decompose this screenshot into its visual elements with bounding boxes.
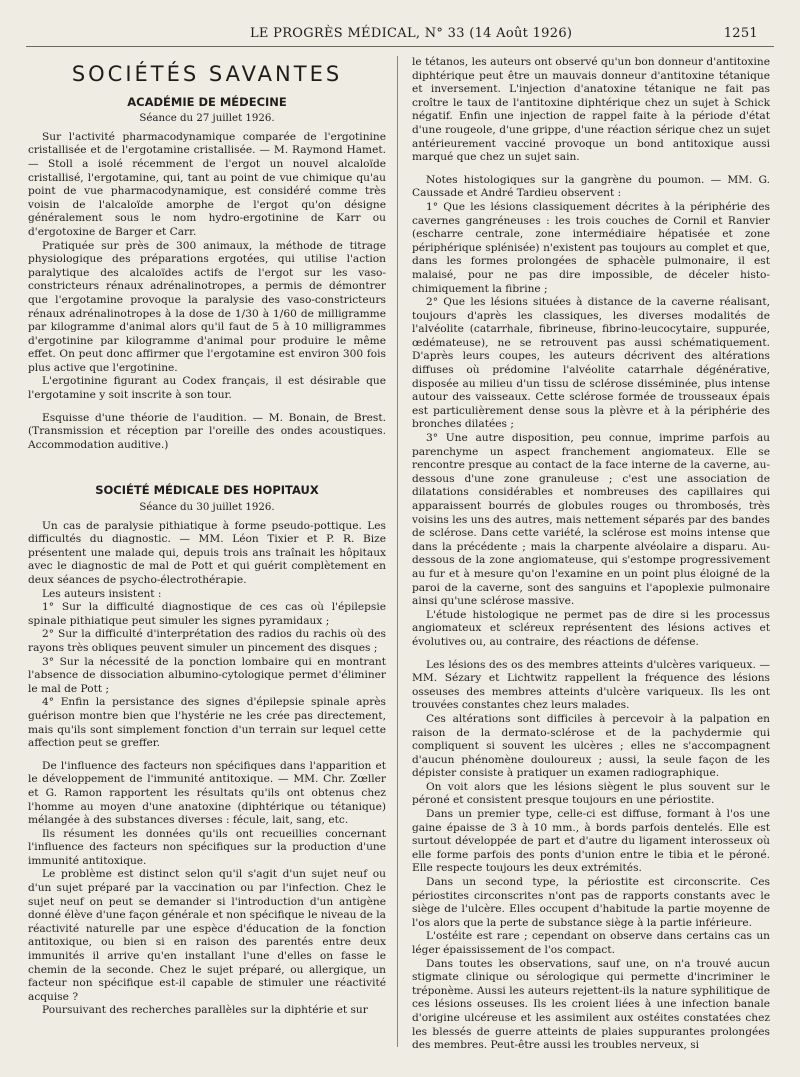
paragraph: le tétanos, les auteurs ont observé qu'un bon donneur d'antitoxine diphtérique peut être un mauvais donneur d'antitoxine tétanique et inversement. L'injection d'anatoxine tétanique ne fait pas croître le taux de l'antitoxine diphtérique chez un sujet à Schick négatif. Enfin une injection de rappel faite à la période d'état d'une rougeole, d'une grippe, d'une réaction sérique chez un sujet antérieurement vacciné provoque un bond antitoxique aussi marqué que chez un sujet sain. <box>412 56 770 164</box>
paragraph: L'étude histologique ne permet pas de dire si les processus angiomateux et scléreux représentent des lésions actives et évolutives ou, au contraire, des réactions de défense. <box>412 608 770 648</box>
paragraph: L'ergotinine figurant au Codex français, il est désirable que l'ergotamine y soit inscrite à son tour. <box>28 375 386 402</box>
paragraph: De l'influence des facteurs non spécifiques dans l'apparition et le développement de l'immunité antitoxique. — MM. Chr. Zœller et G. Ramon rapportent les résultats qu'ils ont obtenus chez l'homme au moyen d'une anatoxine (diphtérique ou tétanique) mélangée à des substances diverses : fécule, lait, sang, etc. <box>28 759 386 827</box>
academie-session: Séance du 27 juillet 1926. <box>139 113 275 125</box>
right-column <box>412 56 770 1053</box>
paragraph: 1° Sur la difficulté diagnostique de ces cas où l'épilepsie spinale pithiatique peut simuler les signes pyramidaux ; <box>28 601 386 627</box>
paragraph: Ces altérations sont difficiles à percevoir à la palpation en raison de la dermato-sclérose et de la pachydermie qui compliquent si souvent les ulcères ; elles ne s'accompagnent d'aucun phénomène douloureux ; aussi, la seule façon de les dépister consiste à pratiquer un examen radiographique. <box>412 712 770 780</box>
academie-title: ACADÉMIE DE MÉDECINE <box>127 94 287 109</box>
paragraph: Sur l'activité pharmacodynamique comparée de l'ergotinine cristallisée et de l'ergotamine cristallisée. — M. Raymond Hamet. — Stoll a isolé récemment de l'ergot un nouvel alcaloïde cristallisé, l'ergotamine, qui, tant au point de vue chimique qu'au point de vue pharmacodynamique, est considéré comme très voisin de l'alcaloïde amorphe de l'ergot qu'on désigne généralement sous le nom hydro-ergotinine de Karr ou d'ergotoxine de Barger et Carr. <box>28 130 386 238</box>
paragraph: Dans toutes les observations, sauf une, on n'a trouvé aucun stigmate clinique ou sérologique qui permette d'incriminer le tréponème. Aussi les auteurs rejettent-ils la nature syphilitique de ces lésions osseuses. Ils les croient liées à une infection banale d'origine ulcéreuse et les assimilent aux ostéites constatées chez les blessés de guerre atteints de plaies suppurantes prolongées des membres. Peut-être aussi les troubles nerveux, si <box>412 957 770 1052</box>
paragraph: Le problème est distinct selon qu'il s'agit d'un sujet neuf ou d'un sujet préparé par la vaccination ou par l'infection. Chez le sujet neuf on peut se demander si l'introduction d'un antigène donné élève d'une façon générale et non spécifique le niveau de la réactivité naturelle par une espèce d'éducation de la fonction antitoxique, ou bien si en raison des parentés entre deux immunités il arrive qu'en installant l'une d'elles on fasse le chemin de la seconde. Chez le sujet préparé, ou allergique, un facteur non spécifique est-il capable de stimuler une réactivité acquise ? <box>28 868 386 1003</box>
paragraph: 2° Sur la difficulté d'interprétation des radios du rachis où des rayons très obliques peuvent simuler un pincement des disques ; <box>28 628 386 654</box>
paragraph: Pratiquée sur près de 300 animaux, la méthode de titrage physiologique des préparations ergotées, qui utilise l'action paralytique des alcaloïdes actifs de l'ergot sur les vaso-constricteurs rénaux adrénalinotropes, a permis de démontrer que l'ergotamine provoque la paralysie des vaso-constricteurs rénaux adrénalinotropes à la dose de 1/30 à 1/60 de milligramme par kilogramme d'animal alors qu'il faut de 5 à 10 milligrammes d'ergotinine par kilogramme d'animal pour produire le même effet. On peut donc affirmer que l'ergotamine est environ 300 fois plus active que l'ergotinine. <box>28 239 386 374</box>
paragraph: Ils résument les données qu'ils ont recueillies concernant l'influence des facteurs non spécifiques sur la production d'une immunité antitoxique. <box>28 827 386 867</box>
page-number: 1251 <box>723 26 758 41</box>
paragraph: On voit alors que les lésions siègent le plus souvent sur le péroné et consistent presque toujours en une périostite. <box>412 780 770 807</box>
column-divider <box>397 56 398 1047</box>
paragraph: Notes histologiques sur la gangrène du poumon. — MM. G. Caussade et André Tardieu observent : <box>412 173 770 200</box>
paragraph: 3° Une autre disposition, peu connue, imprime parfois au parenchyme un aspect franchement angiomateux. Elle se rencontre presque au contact de la face interne de la caverne, au-dessous d'une zone granuleuse ; c'est une association de dilatations considérables et nombreuses des capillaires qui apparaissent bourrés de globules rouges ou thrombosés, très voisins les uns des autres, mais nettement séparés par des bandes de sclérose. Dans cette variété, la sclérose est moins intense que dans la précédente ; mais la charpente alvéolaire a disparu. Au-dessous de la zone angiomateuse, qui s'estompe progressivement au fur et à mesure qu'on l'examine en un point plus éloigné de la paroi de la caverne, sont des sanguins et l'apoplexie pulmonaire ainsi qu'une sclérose massive. <box>412 432 770 608</box>
paragraph: Esquisse d'une théorie de l'audition. — M. Bonain, de Brest. (Transmission et réception par l'oreille des ondes acoustiques. Accommodation auditive.) <box>28 411 386 451</box>
left-column <box>28 56 386 1018</box>
section-title: SOCIÉTÉS SAVANTES <box>71 62 343 86</box>
paragraph: 1° Que les lésions classiquement décrites à la périphérie des cavernes gangréneuses : les trois couches de Cornil et Ranvier (escharre centrale, zone intermédiaire hépatisée et zone périphérique splénisée) n'existent pas toujours au complet et que, dans les formes prolongées de sphacèle pulmonaire, il est malaisé, pour ne pas dire impossible, de déceler histo-chimiquement la fibrine ; <box>412 200 770 295</box>
paragraph: Un cas de paralysie pithiatique à forme pseudo-pottique. Les difficultés du diagnostic. — MM. Léon Tixier et P. R. Bize présentent une malade qui, depuis trois ans traînait les hôpitaux avec le diagnostic de mal de Pott et qui guérit complètement en deux séances de psycho-électrothérapie. <box>28 519 386 586</box>
paragraph: Les auteurs insistent : <box>42 587 162 600</box>
paragraph: 3° Sur la nécessité de la ponction lombaire qui en montrant l'absence de dissociation albumino-cytologique permet d'éliminer le mal de Pott ; <box>28 655 386 695</box>
hopitaux-title: SOCIÉTÉ MÉDICALE DES HOPITAUX <box>95 483 319 498</box>
paragraph: Dans un second type, la périostite est circonscrite. Ces périostites circonscrites n'ont pas de rapports constants avec le siège de l'ulcère. Elles occupent d'habitude la partie moyenne de l'os alors que la perte de substance siège à la partie inférieure. <box>412 876 770 929</box>
paragraph: Dans un premier type, celle-ci est diffuse, formant à l'os une gaine épaisse de 3 à 10 mm., à bords parfois dentelés. Elle est surtout développée de part et d'autre du ligament interosseux où elle forme parfois des ponts d'union entre le tibia et le péroné. Elle respecte toujours les deux extrémités. <box>412 808 770 875</box>
paragraph: L'ostéite est rare ; cependant on observe dans certains cas un léger épaississement de l'os compact. <box>412 930 770 956</box>
hopitaux-session: Séance du 30 juillet 1926. <box>139 502 275 514</box>
running-header <box>150 26 770 44</box>
paragraph: 2° Que les lésions situées à distance de la caverne réalisant, toujours d'après les classiques, les diverses modalités de l'alvéolite (catarrhale, fibrineuse, fibrino-leucocytaire, suppurée, œdémateuse), ne se retrouvent pas aussi schématiquement. D'après leurs coupes, les auteurs décrivent des altérations diffuses où prédomine l'alvéolite catarrhale dégénérative, disposée au milieu d'un tissu de sclérose disséminée, plus intense autour des vaisseaux. Cette sclérose formée de trousseaux épais est particulièrement dense sous la plèvre et à la périphérie des bronches dilatées ; <box>412 296 770 431</box>
header-rule <box>26 46 774 47</box>
paragraph: 4° Enfin la persistance des signes d'épilepsie spinale après guérison montre bien que l'hystérie ne les crée pas directement, mais qu'ils sont simplement fonction d'un terrain sur lequel cette affection peut se greffer. <box>28 696 386 750</box>
paragraph: Poursuivant des recherches parallèles sur la diphtérie et sur <box>42 1004 368 1017</box>
running-title: LE PROGRÈS MÉDICAL, N° 33 (14 Août 1926) <box>250 26 573 41</box>
paragraph: Les lésions des os des membres atteints d'ulcères variqueux. — MM. Sézary et Lichtwitz rappellent la fréquence des lésions osseuses des membres atteints d'ulcère variqueux. Ils les ont trouvées constantes chez leurs malades. <box>412 658 770 712</box>
